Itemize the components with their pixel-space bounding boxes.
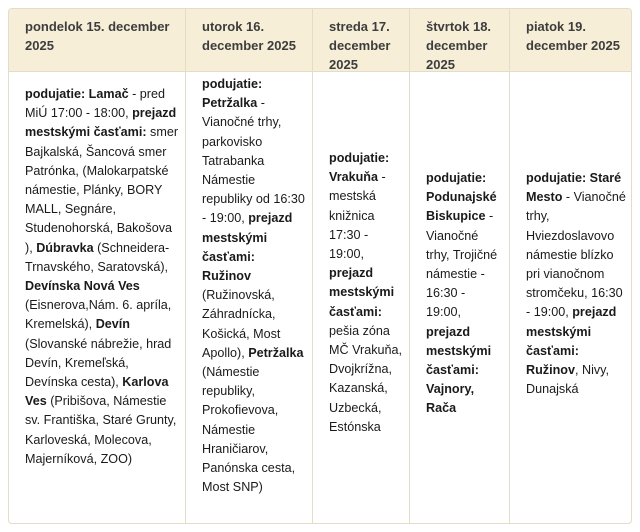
header-cell-tuesday: utorok 16. december 2025: [202, 19, 296, 53]
column-monday: [9, 9, 186, 523]
text-run: - Vianočné trhy, Hviezdoslavovo námestie blízko pri vianočnom stromčeku, 16:30 - 19:00,: [526, 190, 626, 320]
schedule-table: [8, 8, 632, 524]
bold-text-run: podujatie: Vrakuňa: [329, 151, 390, 185]
header-cell-monday: pondelok 15. december 2025: [25, 19, 170, 53]
body-cell-wednesday: [313, 149, 409, 437]
column-thursday: [410, 9, 510, 523]
bold-text-run: podujatie: Podunajské Biskupice: [426, 171, 497, 224]
body-cell-friday: [510, 169, 632, 399]
text-run: , Nivy, Dunajská: [526, 363, 610, 397]
bold-text-run: Lamač: [88, 87, 129, 101]
header-cell-thursday: štvrtok 18. december 2025: [426, 19, 492, 72]
text-run: (Námestie republiky, Prokofievova, Námestie Hraničiarov, Panónska cesta, Most SNP): [202, 365, 296, 495]
text-run: (Schneidera-Trnavského, Saratovská),: [25, 240, 170, 274]
text-run: (Eisnerova,Nám. 6. apríla, Kremelská),: [25, 298, 172, 332]
bold-text-run: Devínska Nová Ves: [25, 279, 140, 294]
bold-text-run: podujatie: Staré Mesto: [526, 171, 622, 205]
text-run: - pred MiÚ 17:00 - 18:00,: [25, 87, 165, 121]
body-cell-monday: [9, 85, 185, 469]
bold-text-run: Dúbravka: [36, 240, 94, 255]
bold-text-run: prejazd mestskými časťami: Vajnory, Rača: [426, 324, 492, 416]
bold-text-run: Karlova Ves: [25, 375, 169, 409]
bold-text-run: prejazd mestskými časťami:: [25, 106, 177, 140]
text-run: (Ružinovská, Záhradnícka, Košická, Most Apollo),: [202, 288, 281, 360]
bold-text-run: prejazd mestskými časťami: Ružinov: [202, 211, 293, 284]
header-cell-wednesday: streda 17. december 2025: [329, 19, 391, 72]
text-run: (Slovanské nábrežie, hrad Devín, Kremeľská, Devínska cesta),: [25, 336, 172, 390]
text-run: smer Bajkalská, Šancová smer Patrónka, (Malokarpatské námestie, Plánky, BORY MALL, Segnáre, Studenohorská, Bakošova ),: [25, 125, 179, 255]
bold-text-run: prejazd mestskými časťami:: [329, 266, 395, 319]
text-run: - Vianočné trhy, Trojičné námestie - 16:30 - 19:00,: [426, 209, 498, 320]
body-cell-thursday: [410, 169, 509, 419]
text-run: - mestská knižnica 17:30 - 19:00,: [329, 170, 386, 262]
header-cell-friday: piatok 19. december 2025: [526, 19, 620, 53]
text-run: - Vianočné trhy, parkovisko Tatrabanka Námestie republiky od 16:30 - 19:00,: [202, 96, 305, 226]
column-tuesday: [186, 9, 313, 523]
bold-text-run: Devín: [95, 317, 130, 332]
text-run: pešia zóna MČ Vrakuňa, Dvojkrížna, Kazanská, Uzbecká, Estónska: [329, 323, 403, 434]
column-friday: [510, 9, 632, 523]
bold-text-run: podujatie: Petržalka: [202, 77, 263, 111]
bold-text-run: Petržalka: [248, 345, 304, 360]
bold-text-run: podujatie:: [25, 87, 89, 101]
body-cell-tuesday: [186, 75, 312, 497]
bold-text-run: prejazd mestskými časťami: Ružinov: [526, 305, 617, 378]
text-run: (Pribišova, Námestie sv. Františka, Staré Grunty, Karloveská, Molecova, Majerníková, ZOO): [25, 394, 177, 466]
column-wednesday: [313, 9, 410, 523]
